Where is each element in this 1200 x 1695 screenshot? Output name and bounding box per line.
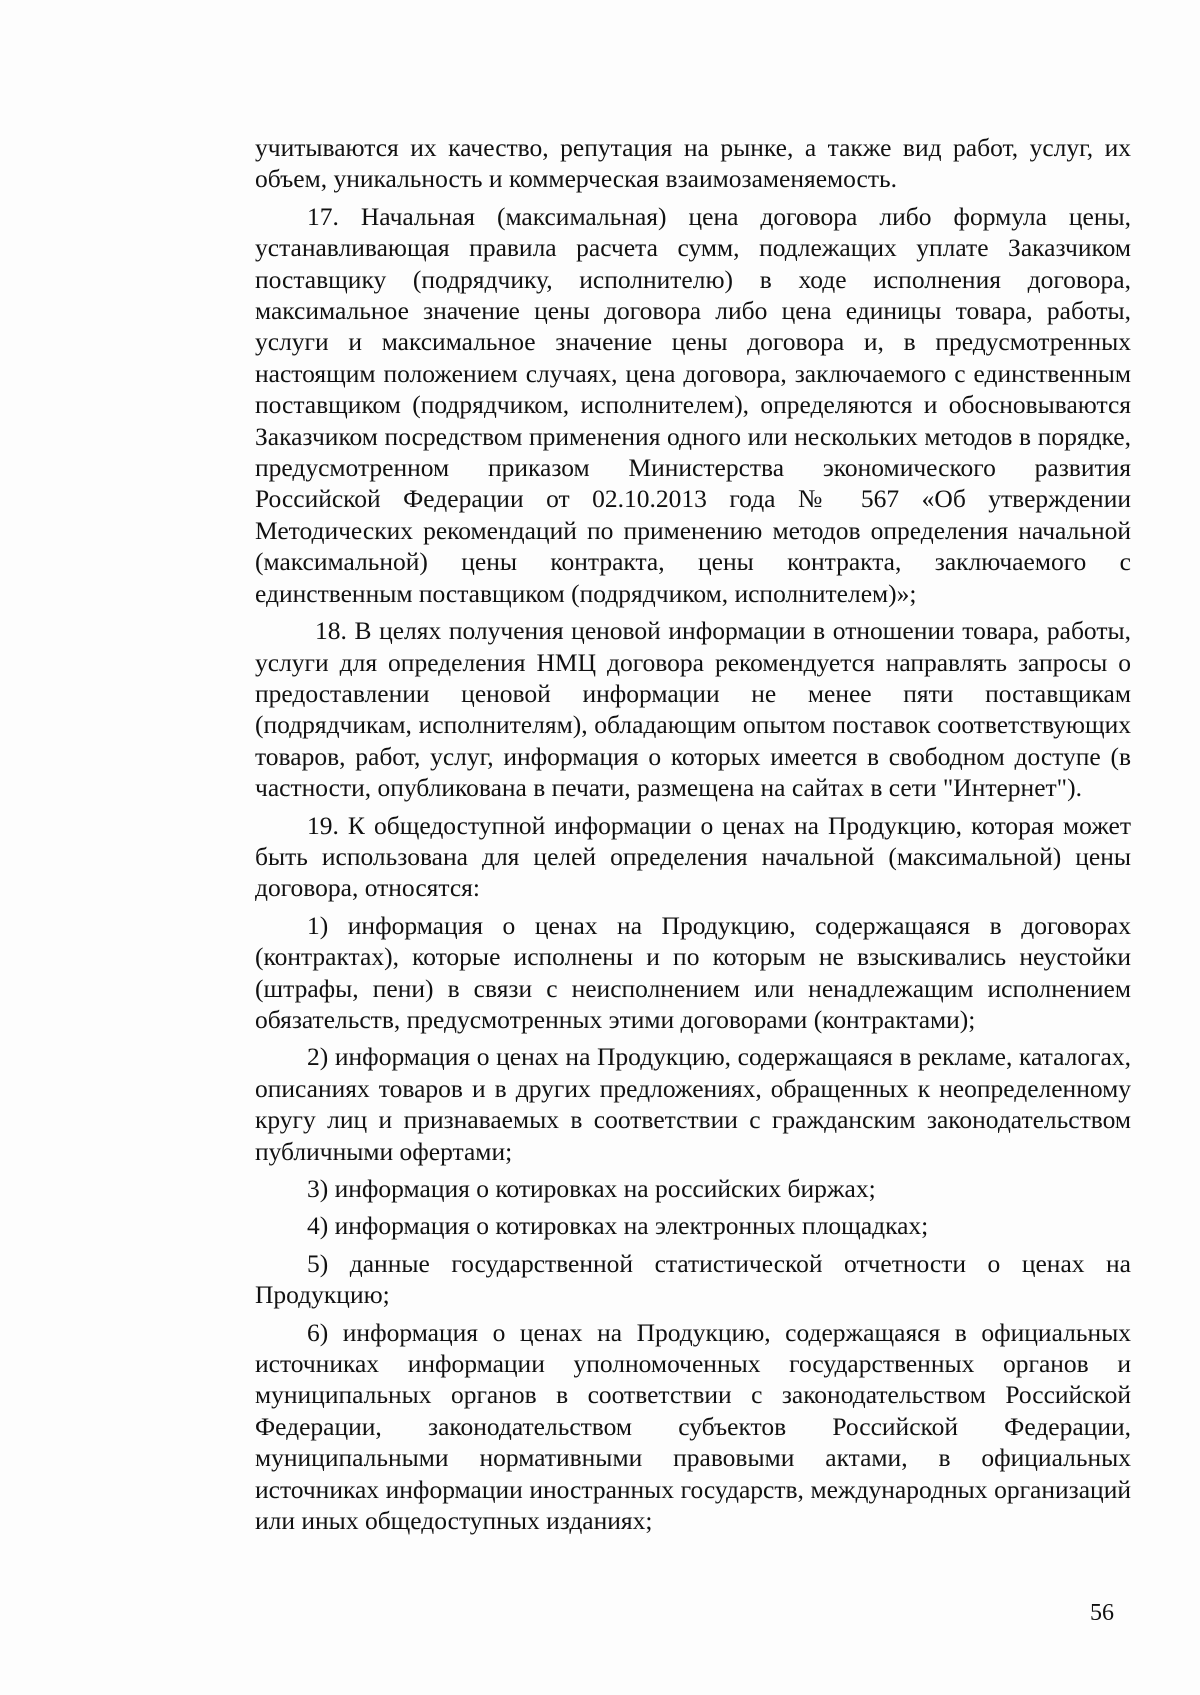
paragraph-item-18: 18. В целях получения ценовой информации в отношении товара, работы, услуги для определения НМЦ договора рекомендуется направлять запросы о предоставлении ценовой информации не менее пяти поставщикам (подрядчикам, исполнителям), обладающим опытом поставок соответствующих товаров, работ, услуг, информация о которых имеется в свободном доступе (в частности, опубликована в печати, размещена на сайтах в сети "Интернет"). (255, 616, 1131, 803)
list-item-6: 6) информация о ценах на Продукцию, содержащаяся в официальных источниках информации уполномоченных государственных органов и муниципальных органов в соответствии с законодательством Российской Федерации, законодательством субъектов Российской Федерации, муниципальными нормативными правовыми актами, в официальных источниках информации иностранных государств, международных организаций или иных общедоступных изданиях; (255, 1317, 1131, 1536)
list-item-3: 3) информация о котировках на российских биржах; (307, 1174, 876, 1203)
list-item-4: 4) информация о котировках на электронных площадках; (307, 1211, 929, 1241)
document-body (255, 132, 1131, 1542)
list-item-2: 2) информация о ценах на Продукцию, содержащаяся в рекламе, каталогах, описаниях товаров и в других предложениях, обращенных к неопределенному кругу лиц и признаваемых в соответствии с гражданским законодательством публичными офертами; (255, 1042, 1131, 1166)
list-item-1: 1) информация о ценах на Продукцию, содержащаяся в договорах (контрактах), которые исполнены и по которым не взыскивались неустойки (штрафы, пени) в связи с неисполнением или ненадлежащим исполнением обязательств, предусмотренных этими договорами (контрактами); (255, 910, 1131, 1034)
list-item-5: 5) данные государственной статистической отчетности о ценах на Продукцию; (255, 1248, 1131, 1310)
page-number: 56 (1090, 1600, 1114, 1626)
paragraph-item-17: 17. Начальная (максимальная) цена договора либо формула цены, устанавливающая правила расчета сумм, подлежащих уплате Заказчиком поставщику (подрядчику, исполнителю) в ходе исполнения договора, максимальное значение цены договора либо цена единицы товара, работы, услуги и максимальное значение цены договора и, в предусмотренных настоящим положением случаях, цена договора, заключаемого с единственным поставщиком (подрядчиком, исполнителем), определяются и обосновываются Заказчиком посредством применения одного или нескольких методов в порядке, предусмотренном приказом Министерства экономического развития Российской Федерации от 02.10.2013 года № 567 «Об утверждении Методических рекомендаций по применению методов определения начальной (максимальной) цены контракта, цены контракта, заключаемого с единственным поставщиком (подрядчиком, исполнителем)»; (255, 201, 1131, 608)
paragraph-continuation: учитываются их качество, репутация на рынке, а также вид работ, услуг, их объем, уникальность и коммерческая взаимозаменяемость. (255, 133, 1131, 194)
paragraph-item-19: 19. К общедоступной информации о ценах на Продукцию, которая может быть использована для целей определения начальной (максимальной) цены договора, относятся: (255, 810, 1131, 903)
